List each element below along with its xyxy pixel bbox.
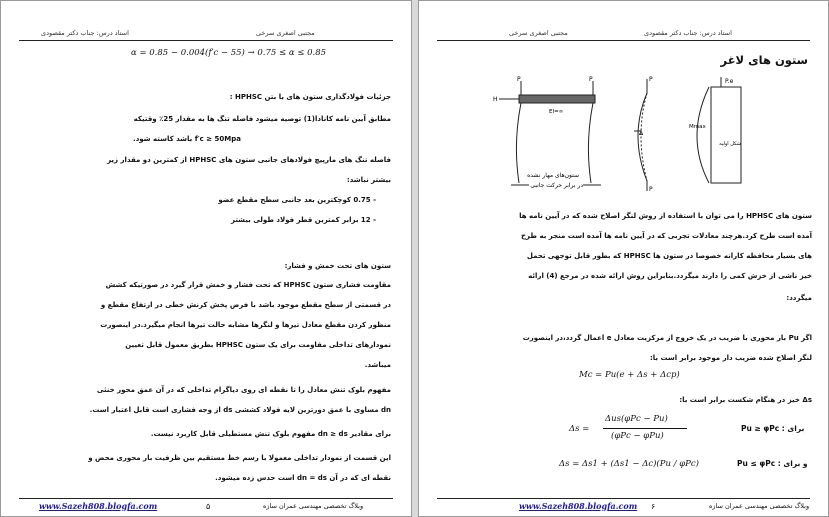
header-divider [437,40,810,41]
list-item-1: - 0.75 کوچکترین بعد جانبی سطح مقطع عضو [218,196,376,204]
text-delta-s: Δs خیز در هنگام شکست برابر است با: [679,396,812,404]
label-initial-shape: شکل اولیه [719,141,741,147]
label-p-top: P [649,76,653,83]
moment-diagram [697,77,741,183]
paragraph-combined-line1: مقاومت فشاری ستون HPHSC که تحت فشار و خمش قرار گیرد در صورتیکه کشش [105,281,391,289]
heading-reinforcement-details: جزئیات فولادگذاری ستون های با بتن HPHSC : [229,93,391,101]
header-divider [19,40,393,41]
label-pe: P.e [725,78,734,85]
paragraph-combined-line3: منظور کردن مقطع معادل تیرها و لنگرها مشابه حالت تیرها انجام میگیرد.در اینصورت [100,321,391,329]
paragraph-combined-line2: در قسمتی از سطح مقطع موجود باشد با فرض پخش کرنش خطی در ارتفاع مقطع و [100,301,391,309]
equation-delta-1-denominator: (φPc − φPu) [611,431,664,441]
list-item-2: - 12 برابر کمترین قطر فولاد طولی بیشتر [230,216,376,224]
paragraph-hphsc-line3: های بسیار محافظه کارانه خصوصا در ستون ها HPHSC که بطور قابل توجهی تحمل [526,252,812,260]
condition-1: برای : Pu ≥ φPc [741,424,805,433]
paragraph-pu-line2: لنگر اصلاح شده ضریب دار موجود برابر است با: [649,354,812,362]
paragraph-hphsc-line2: آمده است طرح کرد.هرچند معادلات تجربی که در آیین نامه ها آمده است منجر به طرح [521,232,812,240]
paragraph-stress-block-line3: برای مقادیر dn ≥ ds مفهوم بلوک تنش مستطیلی قابل کاربرد نیست. [150,430,391,438]
label-delta: Δ [639,130,644,137]
paragraph-stress-block-line2: dn مساوی با عمق دورترین لایه فولاد کششی ds از وجه فشاری است قابل اعتبار است. [89,406,391,414]
footer-divider [19,498,393,499]
header-author: مجتبی اصغری سرخی [509,29,568,37]
label-p-right: P [589,76,593,83]
paragraph-stress-block-line1: مفهوم بلوک تنش معادل را تا نقطه ای روی دیاگرام تداخلی که در آن عمق محور خنثی [96,386,391,394]
caption-line1: ستون‌های مهار نشده [527,172,579,179]
header-teacher: استاد درس: جناب دکتر مقصودی [644,29,732,37]
equation-mc: Mc = Pu(e + Δs + Δcp) [579,370,680,380]
equation-delta-1-lhs: Δs = [569,424,590,434]
caption-line2: در برابر حرکت جانبی [530,182,583,189]
paragraph-combined-line4: نمودارهای تداخلی مقاومت برای یک ستون HPHSC بطریق معمول قابل تعیین [125,341,391,349]
condition-2: و برای : Pu ≤ φPc [737,459,808,468]
paragraph-hphsc-line4: خیز ناشی از خزش کمی را دارند میگردد.بنابراین روش ارائه شده در مرجع (4) ارائه [528,272,812,280]
heading-combined-loading: ستون های تحت خمش و فشار: [284,262,391,270]
header-author: مجتبی اصغری سرخی [256,29,315,37]
page-number: ۶ [651,502,656,511]
paragraph-pu-line1: اگر Pu بار محوری با ضریب در یک خروج از مرکزیت معادل e اعمال گردد،در اینصورت [522,334,812,342]
paragraph-hphsc-line5: میگردد: [786,294,812,302]
header-teacher: استاد درس: جناب دکتر مقصودی [41,29,129,37]
footer-blog-name: وبلاگ تخصصی مهندسی عمران سازه [709,502,810,510]
paragraph-interaction-line1: این قسمت از نمودار تداخلی معمولا با رسم خط مستقیم بین ظرفیت بار محوری محض و [88,454,391,462]
footer-blog-name: وبلاگ تخصصی مهندسی عمران سازه [263,502,364,510]
equation-delta-1-numerator: Δus(φPc − Pu) [605,414,668,424]
slender-column-figure [489,73,789,193]
section-title: ستون های لاغر [720,53,808,67]
equation-delta-2: Δs = Δs1 + (Δs1 − Δc)(Pu / φPc) [559,459,699,469]
document-page-right [418,0,829,517]
page-number: ۵ [206,502,211,511]
footer-url-link[interactable]: www.Sazeh808.blogfa.com [519,501,638,511]
document-page-left [0,0,412,517]
frame-diagram [499,81,601,185]
label-ei: EI=∞ [549,109,564,115]
paragraph-canada-code-line2: f′c ≥ 50Mpa باشد کاسته شود. [133,135,241,143]
paragraph-combined-line5: میباشد. [364,361,391,369]
paragraph-hphsc-line1: ستون های HPHSC را می توان با استفاده از روش لنگر اصلاح شده که در آیین نامه ها [519,212,812,220]
footer-divider [437,498,810,499]
paragraph-spiral-spacing-line2: بیشتر نباشد: [346,176,391,184]
paragraph-interaction-line2: نقطه ای که در آن dn = ds است حدس زده میشود. [215,474,391,482]
label-p-bottom: P [649,186,653,193]
footer-url-link[interactable]: www.Sazeh808.blogfa.com [39,501,158,511]
label-mmax: Mmax [689,124,706,130]
paragraph-spiral-spacing-line1: فاصله تنگ های مارپیچ فولادهای جانبی ستون های HPHSC از کمترین دو مقدار زیر [107,156,391,164]
label-h: H [493,96,498,103]
label-p-left: P [517,76,521,83]
equation-alpha: α = 0.85 − 0.004(f′c − 55) → 0.75 ≤ α ≤ 0.85 [131,48,327,58]
fraction-bar [603,428,687,429]
paragraph-canada-code-line1: مطابق آیین نامه کانادا(1) توصیه میشود فاصله تنگ ها به مقدار 25٪ وقتیکه [133,115,391,123]
